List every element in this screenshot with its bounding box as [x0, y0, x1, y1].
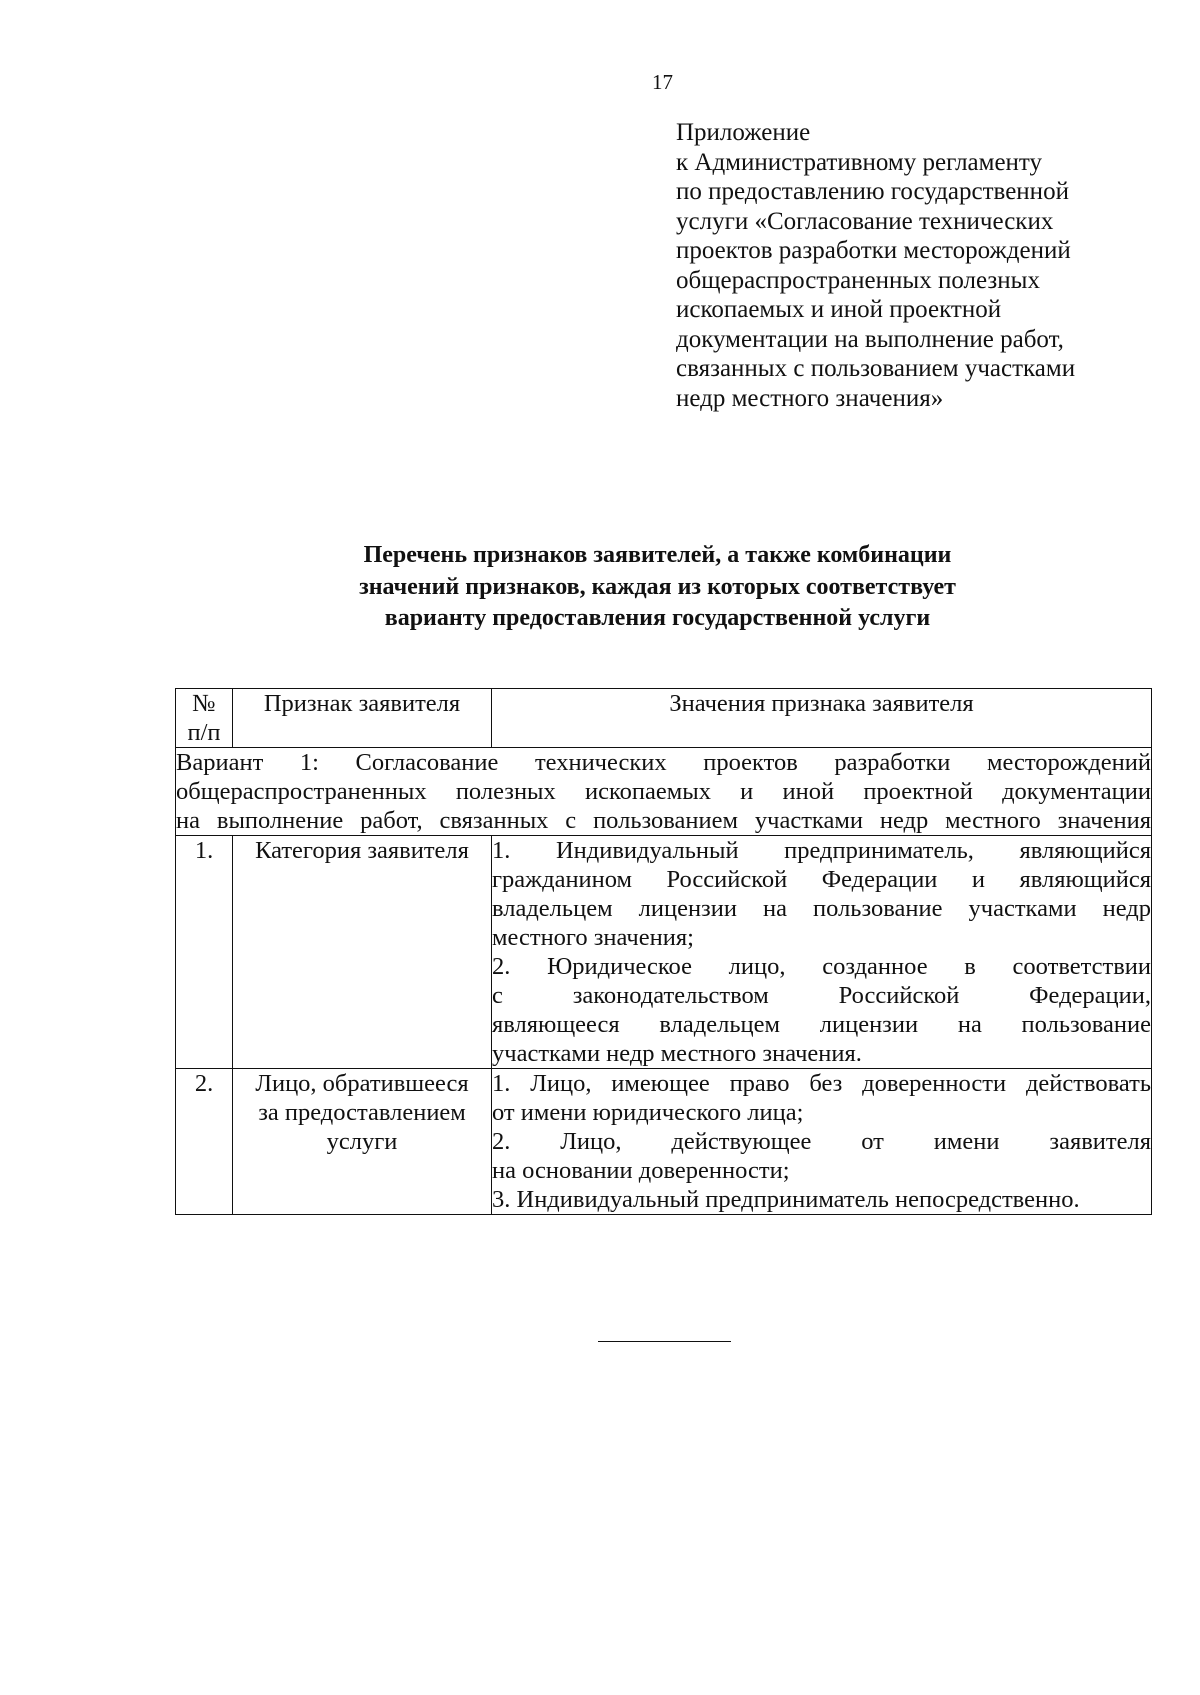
appendix-line: недр местного значения»: [676, 384, 944, 412]
header-attribute: Признак заявителя: [233, 689, 492, 748]
appendix-line: по предоставлению государственной: [676, 178, 1069, 205]
applicant-criteria-table: [175, 688, 1152, 1215]
value-line: 3. Индивидуальный предприниматель непосредственно.: [492, 1186, 1080, 1213]
value-line: с законодательством Российской Федерации,: [492, 982, 1151, 1009]
title-line: варианту предоставления государственной услуги: [384, 605, 931, 631]
attribute-line: за предоставлением: [258, 1099, 466, 1126]
variant-cell: [176, 748, 1152, 836]
appendix-line: к Административному регламенту: [676, 148, 1043, 176]
page-number: 17: [652, 70, 673, 94]
header-number-line: №: [192, 690, 216, 717]
title-line: значений признаков, каждая из которых соответствует: [359, 573, 956, 600]
variant-line: общераспространенных полезных ископаемых и иной проектной документации: [176, 778, 1151, 805]
value-line: на основании доверенности;: [492, 1157, 790, 1184]
value-line: владельцем лицензии на пользование участками недр: [492, 895, 1151, 922]
value-line: являющееся владельцем лицензии на пользование: [492, 1011, 1151, 1038]
value-line: от имени юридического лица;: [492, 1099, 804, 1126]
value-line: гражданином Российской Федерации и являющийся: [492, 866, 1151, 893]
header-values: Значения признака заявителя: [492, 689, 1152, 748]
row-number: 2.: [176, 1069, 233, 1215]
table-row: [176, 1069, 1152, 1215]
value-line: местного значения;: [492, 924, 694, 951]
appendix-line: услуги «Согласование технических: [676, 207, 1054, 235]
table-header-row: [176, 689, 1152, 748]
title-line: Перечень признаков заявителей, а также комбинации: [363, 542, 952, 568]
appendix-line: документации на выполнение работ,: [676, 325, 1064, 353]
value-line: 1. Лицо, имеющее право без доверенности действовать: [492, 1070, 1151, 1097]
row-attribute: Категория заявителя: [233, 836, 492, 1069]
value-line: участками недр местного значения.: [492, 1040, 862, 1067]
header-number: [176, 689, 233, 748]
row-number: 1.: [176, 836, 233, 1069]
variant-row: [176, 748, 1152, 836]
row-values: [492, 836, 1152, 1069]
closing-rule: [598, 1341, 731, 1342]
row-values: [492, 1069, 1152, 1215]
header-number-line: п/п: [187, 719, 221, 746]
appendix-block: [676, 118, 1146, 413]
attribute-line: Лицо, обратившееся: [255, 1070, 469, 1097]
appendix-line: связанных с пользованием участками: [676, 355, 1076, 382]
variant-line: на выполнение работ, связанных с пользованием участками недр местного значения: [176, 807, 1151, 834]
value-line: 2. Юридическое лицо, созданное в соответствии: [492, 953, 1151, 980]
appendix-line: проектов разработки месторождений: [676, 237, 1071, 264]
appendix-line: ископаемых и иной проектной: [676, 296, 1002, 323]
attribute-line: услуги: [326, 1128, 398, 1155]
value-line: 1. Индивидуальный предприниматель, являющийся: [492, 837, 1151, 864]
row-attribute: [233, 1069, 492, 1215]
value-line: 2. Лицо, действующее от имени заявителя: [492, 1128, 1151, 1155]
table-row: [176, 836, 1152, 1069]
variant-line: Вариант 1: Согласование технических проектов разработки месторождений: [176, 749, 1151, 776]
appendix-line: общераспространенных полезных: [676, 266, 1040, 294]
appendix-line: Приложение: [676, 119, 811, 146]
document-title: [0, 540, 1200, 635]
